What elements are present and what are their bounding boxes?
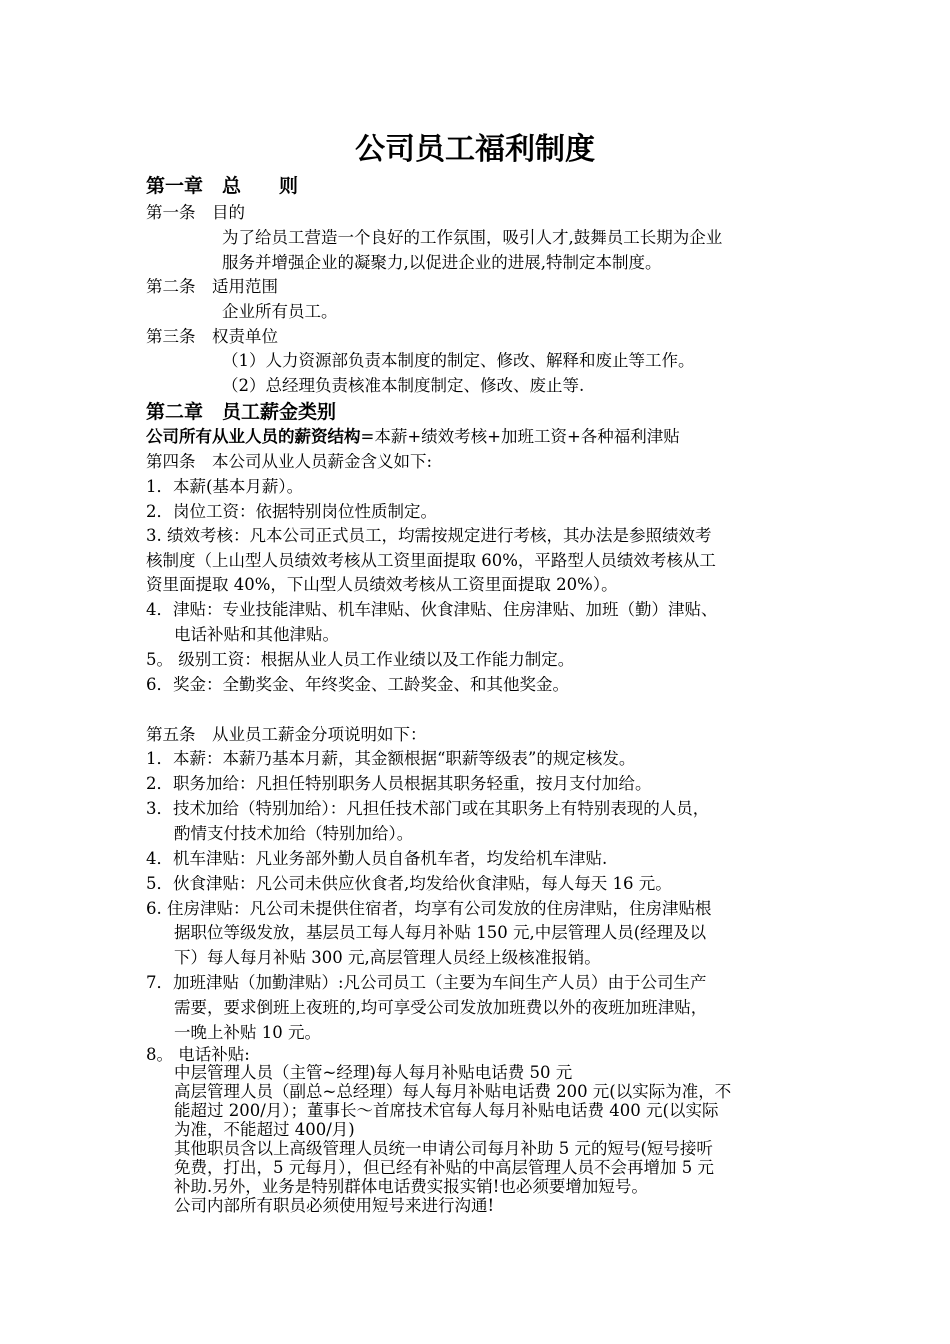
article-3-body-line: （2）总经理负责核准本制度制定、修改、废止等. (222, 376, 585, 395)
article-2-label: 第二条 适用范围 (146, 277, 278, 296)
article-4-item: 3. 绩效考核：凡本公司正式员工，均需按规定进行考核，其办法是参照绩效考 (146, 526, 712, 545)
phone-subsidy-line: 其他职员含以上高级管理人员统一申请公司每月补助 5 元的短号(短号接听 (174, 1139, 713, 1158)
article-5-item-continued: 酌情支付技术加给（特别加给）。 (174, 824, 414, 843)
article-4-item-continued: 资里面提取 40%，下山型人员绩效考核从工资里面提取 20%）。 (146, 575, 618, 594)
article-4-label: 第四条 本公司从业人员薪金含义如下: (146, 452, 433, 471)
article-1-body-line: 服务并增强企业的凝聚力,以促进企业的进展,特制定本制度。 (222, 253, 662, 272)
article-4-item: 1．本薪(基本月薪）。 (146, 477, 304, 496)
article-5-label: 第五条 从业员工薪金分项说明如下： (146, 725, 427, 744)
article-5-item: 6. 住房津贴：凡公司未提供住宿者，均享有公司发放的住房津贴，住房津贴根 (146, 899, 712, 918)
article-3-label: 第三条 权责单位 (146, 327, 278, 346)
article-2-body-line: 企业所有员工。 (222, 302, 338, 321)
chapter-2-heading: 第二章 员工薪金类别 (146, 401, 337, 423)
article-5-item: 7．加班津贴（加勤津贴）:凡公司员工（主要为车间生产人员）由于公司生产 (146, 973, 707, 992)
chapter-1-heading: 第一章 总 则 (146, 175, 299, 197)
article-3-body-line: （1）人力资源部负责本制度的制定、修改、解释和废止等工作。 (222, 351, 695, 370)
salary-structure-bold: 公司所有从业人员的薪资结构 (146, 427, 361, 446)
phone-subsidy-line: 能超过 200/月）；董事长～首席技术官每人每月补贴电话费 400 元(以实际 (174, 1101, 719, 1120)
article-5-item-continued: 下）每人每月补贴 300 元,高层管理人员经上级核准报销。 (174, 948, 601, 967)
article-4-item-continued: 核制度（上山型人员绩效考核从工资里面提取 60%，平路型人员绩效考核从工 (146, 551, 716, 570)
article-5-item: 5．伙食津贴：凡公司未供应伙食者,均发给伙食津贴，每人每天 16 元。 (146, 874, 672, 893)
article-1-label: 第一条 目的 (146, 203, 245, 222)
article-1-body-line: 为了给员工营造一个良好的工作氛围，吸引人才,鼓舞员工长期为企业 (222, 228, 723, 247)
phone-subsidy-line: 高层管理人员（副总~总经理）每人每月补贴电话费 200 元(以实际为准，不 (174, 1082, 732, 1101)
salary-structure-line (146, 424, 680, 450)
phone-subsidy-line: 补助.另外，业务是特别群体电话费实报实销!也必须要增加短号。 (174, 1177, 648, 1196)
article-4-item: 5。 级别工资：根据从业人员工作业绩以及工作能力制定。 (146, 650, 575, 669)
phone-subsidy-line: 中层管理人员（主管~经理)每人每月补贴电话费 50 元 (174, 1063, 573, 1082)
document-title: 公司员工福利制度 (355, 132, 595, 167)
article-5-item: 1．本薪：本薪乃基本月薪，其金额根据“职薪等级表”的规定核发。 (146, 749, 636, 768)
article-5-item: 3．技术加给（特别加给）：凡担任技术部门或在其职务上有特别表现的人员， (146, 799, 710, 818)
article-4-item-continued: 电话补贴和其他津贴。 (174, 625, 339, 644)
article-4-item: 6．奖金：全勤奖金、年终奖金、工龄奖金、和其他奖金。 (146, 675, 569, 694)
article-5-item-continued: 据职位等级发放，基层员工每人每月补贴 150 元,中层管理人员(经理及以 (174, 923, 707, 942)
article-5-item-continued: 需要，要求倒班上夜班的,均可享受公司发放加班费以外的夜班加班津贴， (174, 998, 708, 1017)
article-4-item: 4．津贴：专业技能津贴、机车津贴、伙食津贴、住房津贴、加班（勤）津贴、 (146, 600, 718, 619)
article-5-item: 4．机车津贴：凡业务部外勤人员自备机车者，均发给机车津贴. (146, 849, 608, 868)
article-4-item: 2．岗位工资：依据特别岗位性质制定。 (146, 502, 437, 521)
article-5-item: 8。 电话补贴: (146, 1045, 250, 1064)
article-5-item-continued: 一晚上补贴 10 元。 (174, 1023, 321, 1042)
salary-structure-formula: =本薪+绩效考核+加班工资+各种福利津贴 (360, 427, 680, 446)
phone-subsidy-line: 免费，打出，5 元每月），但已经有补贴的中高层管理人员不会再增加 5 元 (174, 1158, 714, 1177)
article-5-item: 2．职务加给：凡担任特别职务人员根据其职务轻重，按月支付加给。 (146, 774, 652, 793)
phone-subsidy-line: 公司内部所有职员必须使用短号来进行沟通! (174, 1196, 495, 1215)
phone-subsidy-line: 为准，不能超过 400/月) (174, 1120, 355, 1139)
